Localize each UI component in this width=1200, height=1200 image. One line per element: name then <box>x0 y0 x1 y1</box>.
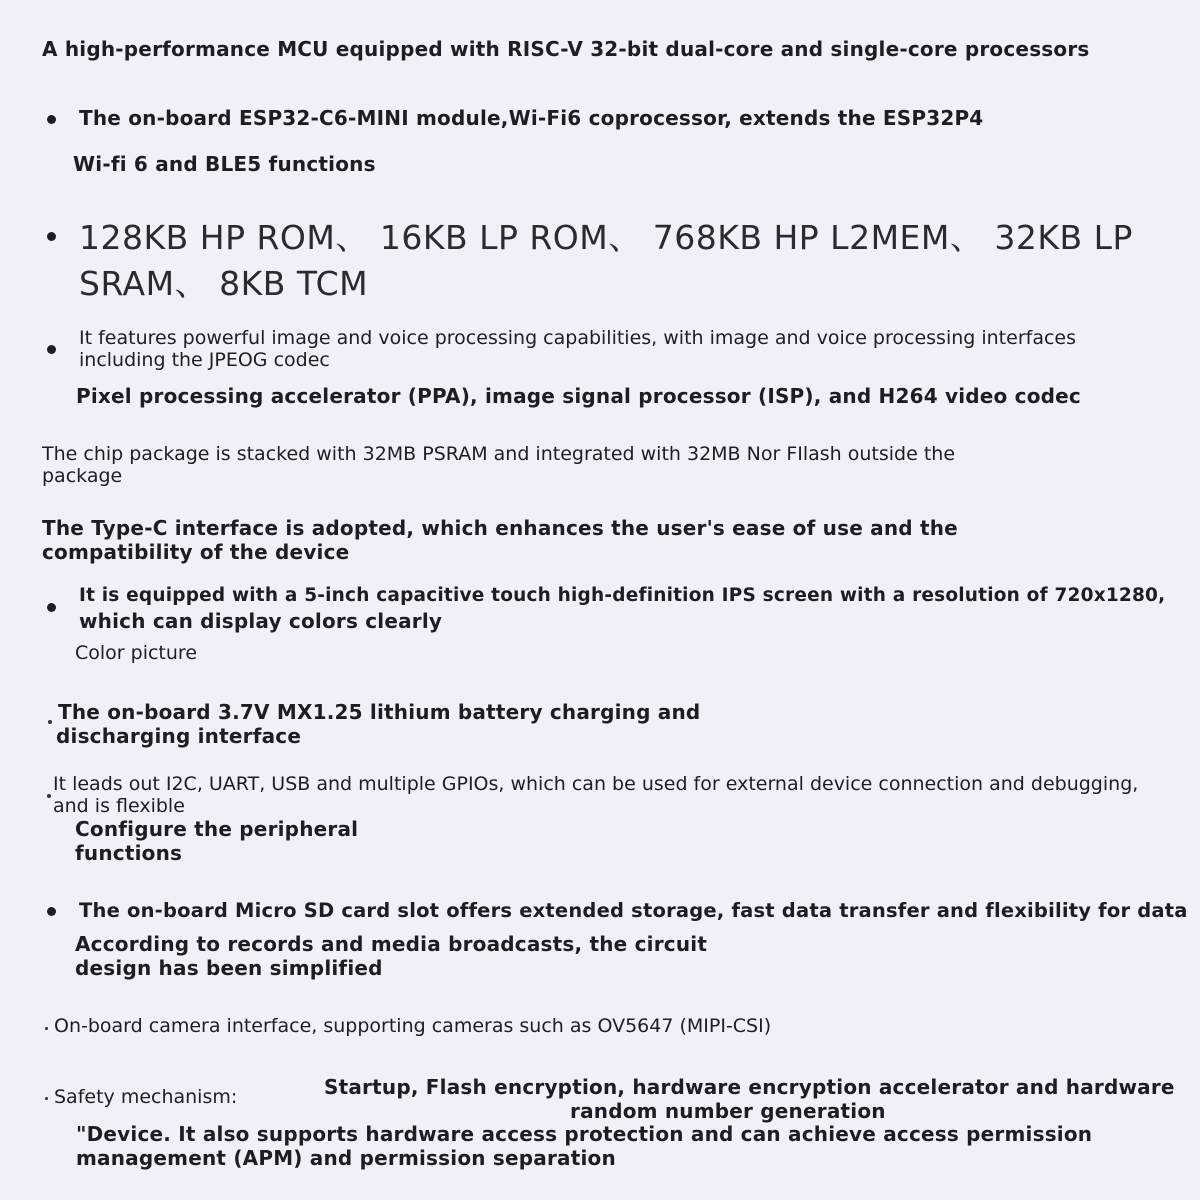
sdcard-line-1: The on-board Micro SD card slot offers extended storage, fast data transfer and flexibility for data <box>79 899 1188 922</box>
wifi-module-subtext: Wi-fi 6 and BLE5 functions <box>73 152 376 176</box>
memory-line-2: SRAM、 8KB TCM <box>79 264 369 303</box>
psram-line-1: The chip package is stacked with 32MB PSRAM and integrated with 32MB Nor FIlash outside the <box>42 443 956 465</box>
safety-line-3: "Device. It also supports hardware access protection and can achieve access permission <box>76 1122 1093 1146</box>
sdcard-line-3: design has been simplified <box>75 956 383 980</box>
imaging-line-2: including the JPEOG codec <box>79 349 330 371</box>
title: A high-performance MCU equipped with RISC-V 32-bit dual-core and single-core processors <box>42 37 1090 61</box>
bullet-icon <box>47 232 56 241</box>
imaging-line-1: It features powerful image and voice processing capabilities, with image and voice processing interfaces <box>79 327 1076 349</box>
sdcard-line-2: According to records and media broadcasts, the circuit <box>75 932 708 956</box>
safety-line-2: random number generation <box>570 1099 886 1123</box>
bullet-icon <box>45 1097 48 1100</box>
io-line-1: It leads out I2C, UART, USB and multiple GPIOs, which can be used for external device connection and debugging, <box>53 773 1139 795</box>
wifi-module-text: The on-board ESP32-C6-MINI module,Wi-Fi6 coprocessor, extends the ESP32P4 <box>79 106 984 130</box>
io-line-2: and is flexible <box>53 795 185 817</box>
safety-line-1: Startup, Flash encryption, hardware encryption accelerator and hardware <box>324 1075 1175 1099</box>
bullet-icon <box>47 603 56 612</box>
bullet-icon <box>47 907 56 916</box>
camera-line-1: On-board camera interface, supporting cameras such as OV5647 (MIPI-CSI) <box>54 1015 772 1037</box>
bullet-icon <box>45 1027 48 1030</box>
memory-line-1: 128KB HP ROM、 16KB LP ROM、 768KB HP L2MEM、 32KB LP <box>79 218 1133 257</box>
bullet-icon <box>47 794 51 798</box>
battery-line-2: discharging interface <box>56 724 302 748</box>
imaging-line-3: Pixel processing accelerator (PPA), image signal processor (ISP), and H264 video codec <box>76 384 1081 408</box>
typec-line-1: The Type-C interface is adopted, which enhances the user's ease of use and the <box>42 516 958 540</box>
bullet-icon <box>47 115 56 124</box>
bullet-icon <box>47 345 56 354</box>
io-line-4: functions <box>75 841 183 865</box>
safety-line-4: management (APM) and permission separation <box>76 1146 616 1170</box>
battery-line-1: The on-board 3.7V MX1.25 lithium battery charging and <box>58 700 701 724</box>
typec-line-2: compatibility of the device <box>42 540 350 564</box>
screen-line-1: It is equipped with a 5-inch capacitive touch high-definition IPS screen with a resolution of 720x1280, <box>79 585 1166 606</box>
psram-line-2: package <box>42 465 123 487</box>
io-line-3: Configure the peripheral <box>75 817 359 841</box>
safety-label: Safety mechanism: <box>54 1086 238 1108</box>
screen-line-2: which can display colors clearly <box>79 609 443 633</box>
bullet-icon <box>48 720 52 724</box>
screen-line-3: Color picture <box>75 642 198 664</box>
